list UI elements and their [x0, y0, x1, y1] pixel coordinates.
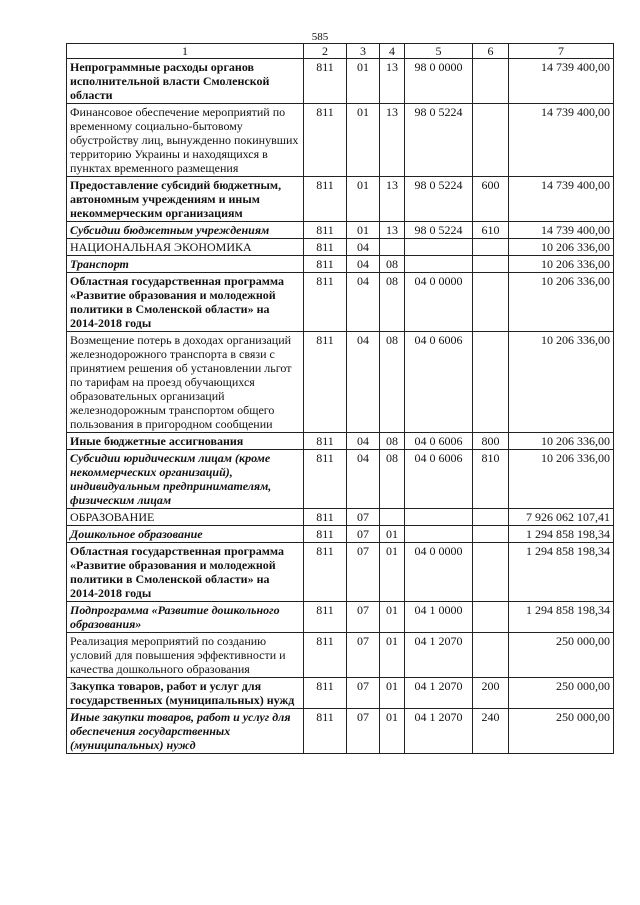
subsection-cell: 01 — [380, 633, 405, 678]
amount-cell: 10 206 336,00 — [509, 332, 614, 433]
ministry-code-cell: 811 — [304, 59, 347, 104]
row-name-cell: Областная государственная программа «Развитие образования и молодежной политики в Смоленской области» на 2014-2018 годы — [67, 273, 304, 332]
target-article-cell: 04 1 2070 — [405, 633, 473, 678]
expense-type-cell: 800 — [473, 433, 509, 450]
section-cell: 04 — [347, 273, 380, 332]
ministry-code-cell: 811 — [304, 433, 347, 450]
amount-cell: 14 739 400,00 — [509, 222, 614, 239]
column-header: 3 — [347, 44, 380, 59]
target-article-cell: 98 0 5224 — [405, 177, 473, 222]
ministry-code-cell: 811 — [304, 332, 347, 433]
table-row — [67, 543, 614, 602]
table-row — [67, 450, 614, 509]
ministry-code-cell: 811 — [304, 104, 347, 177]
row-name-cell: НАЦИОНАЛЬНАЯ ЭКОНОМИКА — [67, 239, 304, 256]
subsection-cell: 08 — [380, 450, 405, 509]
table-row — [67, 59, 614, 104]
subsection-cell — [380, 239, 405, 256]
amount-cell: 10 206 336,00 — [509, 433, 614, 450]
column-header: 6 — [473, 44, 509, 59]
expense-type-cell — [473, 104, 509, 177]
ministry-code-cell: 811 — [304, 678, 347, 709]
section-cell: 07 — [347, 633, 380, 678]
table-row — [67, 104, 614, 177]
column-header: 5 — [405, 44, 473, 59]
expense-type-cell — [473, 273, 509, 332]
section-cell: 04 — [347, 256, 380, 273]
section-cell: 04 — [347, 433, 380, 450]
section-cell: 07 — [347, 709, 380, 754]
row-name-cell: Возмещение потерь в доходах организаций железнодорожного транспорта в связи с принятием решения об установлении льгот по тарифам на проезд обучающихся образовательных организаций железнодорожным транспортом общего пользования в пригородном сообщении — [67, 332, 304, 433]
amount-cell: 14 739 400,00 — [509, 59, 614, 104]
table-row — [67, 526, 614, 543]
target-article-cell: 04 1 2070 — [405, 709, 473, 754]
target-article-cell — [405, 239, 473, 256]
section-cell: 07 — [347, 602, 380, 633]
amount-cell: 10 206 336,00 — [509, 239, 614, 256]
row-name-cell: Реализация мероприятий по созданию условий для повышения эффективности и качества дошкольного образования — [67, 633, 304, 678]
amount-cell: 1 294 858 198,34 — [509, 602, 614, 633]
section-cell: 04 — [347, 332, 380, 433]
amount-cell: 1 294 858 198,34 — [509, 543, 614, 602]
amount-cell: 250 000,00 — [509, 709, 614, 754]
section-cell: 07 — [347, 526, 380, 543]
table-row — [67, 273, 614, 332]
ministry-code-cell: 811 — [304, 450, 347, 509]
amount-cell: 250 000,00 — [509, 633, 614, 678]
target-article-cell: 04 0 0000 — [405, 543, 473, 602]
row-name-cell: Подпрограмма «Развитие дошкольного образования» — [67, 602, 304, 633]
target-article-cell: 04 0 6006 — [405, 450, 473, 509]
table-row — [67, 709, 614, 754]
expense-type-cell — [473, 59, 509, 104]
section-cell: 07 — [347, 543, 380, 602]
ministry-code-cell: 811 — [304, 543, 347, 602]
ministry-code-cell: 811 — [304, 526, 347, 543]
target-article-cell: 04 1 2070 — [405, 678, 473, 709]
table-row — [67, 222, 614, 239]
amount-cell: 14 739 400,00 — [509, 104, 614, 177]
amount-cell: 10 206 336,00 — [509, 450, 614, 509]
section-cell: 04 — [347, 239, 380, 256]
subsection-cell: 13 — [380, 104, 405, 177]
page-number: 585 — [311, 31, 329, 43]
amount-cell: 10 206 336,00 — [509, 256, 614, 273]
row-name-cell: Субсидии юридическим лицам (кроме некоммерческих организаций), индивидуальным предпринимателям, физическим лицам — [67, 450, 304, 509]
ministry-code-cell: 811 — [304, 239, 347, 256]
amount-cell: 250 000,00 — [509, 678, 614, 709]
target-article-cell: 04 1 0000 — [405, 602, 473, 633]
table-row — [67, 433, 614, 450]
target-article-cell — [405, 509, 473, 526]
subsection-cell: 13 — [380, 177, 405, 222]
target-article-cell — [405, 526, 473, 543]
ministry-code-cell: 811 — [304, 222, 347, 239]
row-name-cell: Субсидии бюджетным учреждениям — [67, 222, 304, 239]
row-name-cell: Дошкольное образование — [67, 526, 304, 543]
subsection-cell — [380, 509, 405, 526]
table-row — [67, 678, 614, 709]
subsection-cell: 01 — [380, 602, 405, 633]
subsection-cell: 01 — [380, 526, 405, 543]
expense-type-cell — [473, 509, 509, 526]
ministry-code-cell: 811 — [304, 602, 347, 633]
expense-type-cell — [473, 633, 509, 678]
section-cell: 07 — [347, 678, 380, 709]
table-row — [67, 177, 614, 222]
budget-table — [66, 43, 614, 754]
row-name-cell: Закупка товаров, работ и услуг для государственных (муниципальных) нужд — [67, 678, 304, 709]
ministry-code-cell: 811 — [304, 177, 347, 222]
row-name-cell: Предоставление субсидий бюджетным, автономным учреждениям и иным некоммерческим организациям — [67, 177, 304, 222]
subsection-cell: 08 — [380, 332, 405, 433]
subsection-cell: 01 — [380, 709, 405, 754]
target-article-cell: 04 0 0000 — [405, 273, 473, 332]
table-row — [67, 239, 614, 256]
table-row — [67, 332, 614, 433]
section-cell: 01 — [347, 104, 380, 177]
target-article-cell: 98 0 0000 — [405, 59, 473, 104]
row-name-cell: Финансовое обеспечение мероприятий по временному социально-бытовому обустройству лиц, вынужденно покинувших территорию Украины и находящихся в пунктах временного размещения — [67, 104, 304, 177]
amount-cell: 14 739 400,00 — [509, 177, 614, 222]
subsection-cell: 08 — [380, 273, 405, 332]
table-row — [67, 509, 614, 526]
expense-type-cell: 610 — [473, 222, 509, 239]
amount-cell: 7 926 062 107,41 — [509, 509, 614, 526]
subsection-cell: 01 — [380, 678, 405, 709]
subsection-cell: 01 — [380, 543, 405, 602]
table-row — [67, 602, 614, 633]
row-name-cell: Областная государственная программа «Развитие образования и молодежной политики в Смоленской области» на 2014-2018 годы — [67, 543, 304, 602]
table-row — [67, 633, 614, 678]
section-cell: 01 — [347, 222, 380, 239]
expense-type-cell: 240 — [473, 709, 509, 754]
amount-cell: 10 206 336,00 — [509, 273, 614, 332]
expense-type-cell — [473, 332, 509, 433]
section-cell: 01 — [347, 177, 380, 222]
row-name-cell: Непрограммные расходы органов исполнительной власти Смоленской области — [67, 59, 304, 104]
expense-type-cell — [473, 256, 509, 273]
expense-type-cell — [473, 526, 509, 543]
expense-type-cell — [473, 543, 509, 602]
target-article-cell: 98 0 5224 — [405, 104, 473, 177]
expense-type-cell: 600 — [473, 177, 509, 222]
section-cell: 01 — [347, 59, 380, 104]
section-cell: 04 — [347, 450, 380, 509]
ministry-code-cell: 811 — [304, 509, 347, 526]
row-name-cell: Иные закупки товаров, работ и услуг для обеспечения государственных (муниципальных) нужд — [67, 709, 304, 754]
column-header: 1 — [67, 44, 304, 59]
subsection-cell: 08 — [380, 256, 405, 273]
target-article-cell — [405, 256, 473, 273]
table-row — [67, 256, 614, 273]
ministry-code-cell: 811 — [304, 709, 347, 754]
row-name-cell: ОБРАЗОВАНИЕ — [67, 509, 304, 526]
expense-type-cell — [473, 602, 509, 633]
subsection-cell: 13 — [380, 59, 405, 104]
column-header: 7 — [509, 44, 614, 59]
ministry-code-cell: 811 — [304, 256, 347, 273]
ministry-code-cell: 811 — [304, 633, 347, 678]
table-header-row — [67, 44, 614, 59]
expense-type-cell: 200 — [473, 678, 509, 709]
amount-cell: 1 294 858 198,34 — [509, 526, 614, 543]
subsection-cell: 13 — [380, 222, 405, 239]
target-article-cell: 04 0 6006 — [405, 433, 473, 450]
subsection-cell: 08 — [380, 433, 405, 450]
row-name-cell: Транспорт — [67, 256, 304, 273]
ministry-code-cell: 811 — [304, 273, 347, 332]
row-name-cell: Иные бюджетные ассигнования — [67, 433, 304, 450]
column-header: 2 — [304, 44, 347, 59]
section-cell: 07 — [347, 509, 380, 526]
target-article-cell: 98 0 5224 — [405, 222, 473, 239]
expense-type-cell — [473, 239, 509, 256]
target-article-cell: 04 0 6006 — [405, 332, 473, 433]
expense-type-cell: 810 — [473, 450, 509, 509]
column-header: 4 — [380, 44, 405, 59]
